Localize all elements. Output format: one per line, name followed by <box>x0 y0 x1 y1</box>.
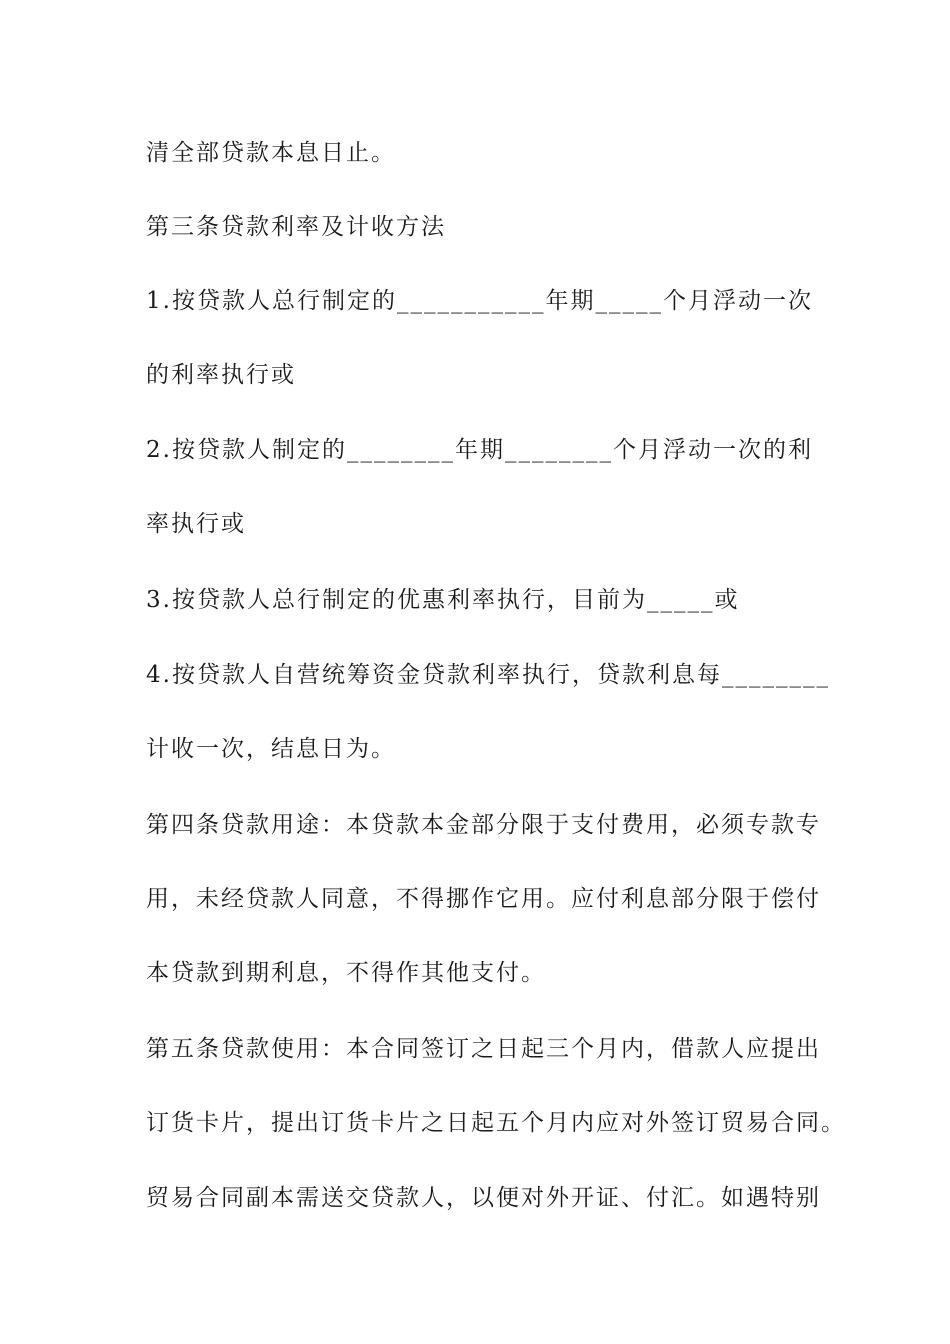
paragraph-line-4: 的利率执行或 <box>146 362 296 388</box>
paragraph-line-6: 率执行或 <box>146 511 246 537</box>
paragraph-line-12: 本贷款到期利息，不得作其他支付。 <box>146 960 546 986</box>
paragraph-line-15: 贸易合同副本需送交贷款人，以便对外开证、付汇。如遇特别 <box>146 1185 821 1211</box>
paragraph-line-11: 用，未经贷款人同意，不得挪作它用。应付利息部分限于偿付 <box>146 886 821 912</box>
paragraph-line-14: 订货卡片，提出订货卡片之日起五个月内应对外签订贸易合同。 <box>146 1110 846 1136</box>
section-heading-article-5: 第五条贷款使用：本合同签订之日起三个月内，借款人应提出 <box>146 1036 821 1062</box>
paragraph-line-8: 4.按贷款人自营统筹资金贷款利率执行，贷款利息每________ <box>146 662 830 688</box>
section-heading-article-4: 第四条贷款用途：本贷款本金部分限于支付费用，必须专款专 <box>146 812 821 838</box>
paragraph-line-3: 1.按贷款人总行制定的___________年期_____个月浮动一次 <box>146 288 813 314</box>
section-heading-article-3: 第三条贷款利率及计收方法 <box>146 214 446 240</box>
paragraph-line-1: 清全部贷款本息日止。 <box>146 140 396 166</box>
paragraph-line-5: 2.按贷款人制定的________年期________个月浮动一次的利 <box>146 437 813 463</box>
paragraph-line-7: 3.按贷款人总行制定的优惠利率执行，目前为_____或 <box>146 587 740 613</box>
paragraph-line-9: 计收一次，结息日为。 <box>146 736 396 762</box>
